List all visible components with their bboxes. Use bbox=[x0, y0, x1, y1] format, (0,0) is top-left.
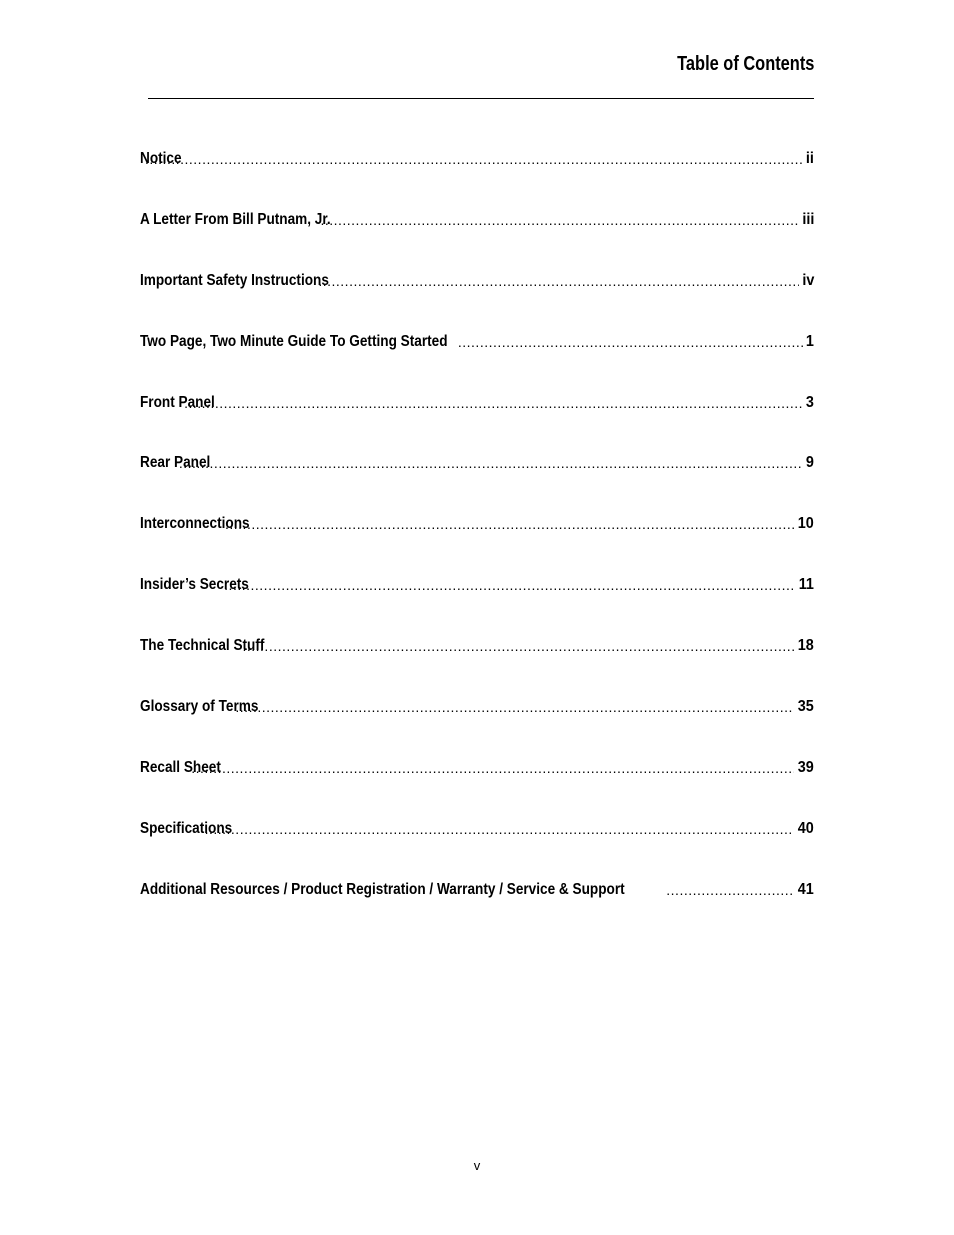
toc-dot-leader bbox=[320, 208, 798, 232]
toc-dot-leader bbox=[145, 147, 803, 171]
toc-entry-title: Insider’s Secrets bbox=[140, 576, 249, 594]
toc-entry-title: Rear Panel bbox=[140, 454, 211, 472]
toc-dot-leader bbox=[191, 756, 794, 780]
toc-entry-page: 3 bbox=[805, 393, 814, 411]
toc-entry-title: The Technical Stuff bbox=[140, 637, 265, 655]
toc-entry-page: 10 bbox=[797, 515, 814, 533]
toc-entry-interconnections[interactable] bbox=[140, 512, 814, 573]
toc-entry-specifications[interactable] bbox=[140, 817, 814, 878]
toc-entry-page: 35 bbox=[797, 698, 814, 716]
toc-entry-page: 18 bbox=[797, 637, 814, 655]
toc-dot-leader bbox=[666, 878, 794, 902]
toc-dot-leader bbox=[458, 330, 803, 354]
toc-entry-recall-sheet[interactable] bbox=[140, 756, 814, 817]
toc-entry-notice[interactable] bbox=[140, 147, 814, 208]
toc-entry-title: Specifications bbox=[140, 819, 233, 837]
toc-dot-leader bbox=[225, 512, 794, 536]
toc-entry-page: iii bbox=[801, 210, 814, 228]
page-number: v bbox=[473, 1158, 481, 1173]
toc-entry-letter[interactable] bbox=[140, 208, 814, 269]
toc-entry-title: Notice bbox=[140, 150, 182, 167]
toc-dot-leader bbox=[235, 695, 794, 719]
toc-entry-glossary[interactable] bbox=[140, 695, 814, 756]
toc-entry-page: 9 bbox=[805, 454, 814, 472]
toc-entry-front-panel[interactable] bbox=[140, 391, 814, 452]
toc-entry-title: Important Safety Instructions bbox=[140, 271, 329, 289]
toc-entry-title: A Letter From Bill Putnam, Jr. bbox=[140, 210, 331, 228]
toc-entry-technical-stuff[interactable] bbox=[140, 634, 814, 695]
toc-entry-page: iv bbox=[801, 271, 814, 289]
toc-entry-title: Recall Sheet bbox=[140, 758, 221, 776]
toc-entry-safety[interactable] bbox=[140, 269, 814, 330]
page-title: Table of Contents bbox=[676, 53, 814, 75]
toc-entry-page: 41 bbox=[797, 880, 814, 898]
toc-entry-additional-resources[interactable] bbox=[140, 878, 814, 939]
toc-dot-leader bbox=[184, 391, 803, 415]
toc-dot-leader bbox=[318, 269, 798, 293]
toc-entry-title: Additional Resources / Product Registration / Warranty / Service & Support bbox=[140, 880, 625, 898]
toc-entry-rear-panel[interactable] bbox=[140, 451, 814, 512]
header-divider bbox=[148, 98, 814, 99]
toc-entry-title: Interconnections bbox=[140, 515, 250, 533]
toc-entry-title: Two Page, Two Minute Guide To Getting Started bbox=[140, 332, 448, 350]
toc-entry-page: ii bbox=[805, 150, 814, 167]
toc-dot-leader bbox=[242, 634, 794, 658]
table-of-contents bbox=[140, 147, 814, 939]
toc-entry-title: Front Panel bbox=[140, 393, 215, 411]
toc-entry-page: 11 bbox=[798, 576, 814, 594]
toc-entry-quick-start[interactable] bbox=[140, 330, 814, 391]
toc-dot-leader bbox=[179, 451, 803, 475]
toc-entry-title: Glossary of Terms bbox=[140, 698, 259, 716]
toc-entry-insiders-secrets[interactable] bbox=[140, 573, 814, 634]
toc-entry-page: 39 bbox=[797, 758, 814, 776]
toc-entry-page: 40 bbox=[797, 819, 814, 837]
toc-dot-leader bbox=[205, 817, 795, 841]
toc-dot-leader bbox=[224, 573, 795, 597]
toc-entry-page: 1 bbox=[805, 332, 814, 350]
